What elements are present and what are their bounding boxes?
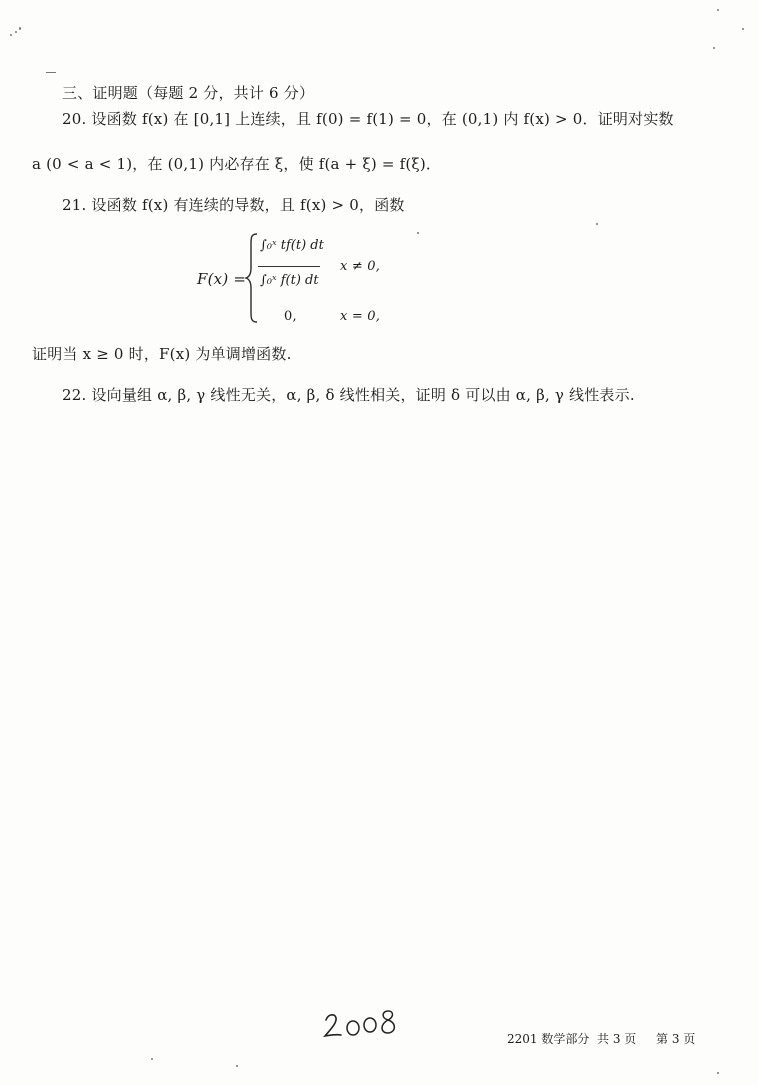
q22-line1: 22. 设向量组 α, β, γ 线性无关，α, β, δ 线性相关，证明 δ 可以由 α, β, γ 线性表示. [62,386,635,404]
scan-speck [717,1072,719,1074]
section-heading: 三、证明题（每题 2 分，共计 6 分） [62,84,315,102]
left-brace-icon [245,232,259,324]
scan-speck [417,232,419,234]
footer-page-number: 第 3 页 [656,1032,696,1046]
scan-speck [10,34,12,36]
scan-speck [15,31,17,33]
q20-line1: 20. 设函数 f(x) 在 [0,1] 上连续，且 f(0) = f(1) = 0，在 (0,1) 内 f(x) > 0．证明对实数 [62,110,674,128]
q21-case2-condition: x = 0, [340,309,381,324]
q21-case2-value: 0, [284,309,297,324]
footer-total-pages: 共 3 页 [597,1032,637,1046]
scan-speck [19,27,21,30]
fraction-bar [258,266,320,267]
scan-speck [151,1058,153,1060]
footer-subject: 2201 数学部分 [507,1032,590,1046]
scan-speck [46,72,56,73]
scan-speck [236,1065,238,1067]
q21-case1-condition: x ≠ 0, [340,259,381,274]
q21-line1: 21. 设函数 f(x) 有连续的导数，且 f(x) > 0，函数 [62,196,405,214]
q21-line2: 证明当 x ≥ 0 时，F(x) 为单调增函数. [32,345,292,363]
handwritten-year-2008 [322,1006,404,1042]
q21-lhs: F(x) = [197,270,247,288]
scan-speck [717,9,719,11]
q21-numerator: ∫₀ˣ tf(t) dt [260,238,324,253]
q20-line2: a (0 < a < 1)，在 (0,1) 内必存在 ξ，使 f(a + ξ) = f(ξ)． [32,155,442,173]
scan-speck [713,47,715,49]
q21-denominator: ∫₀ˣ f(t) dt [260,273,319,288]
scan-speck [742,28,744,30]
scan-speck [596,223,598,225]
